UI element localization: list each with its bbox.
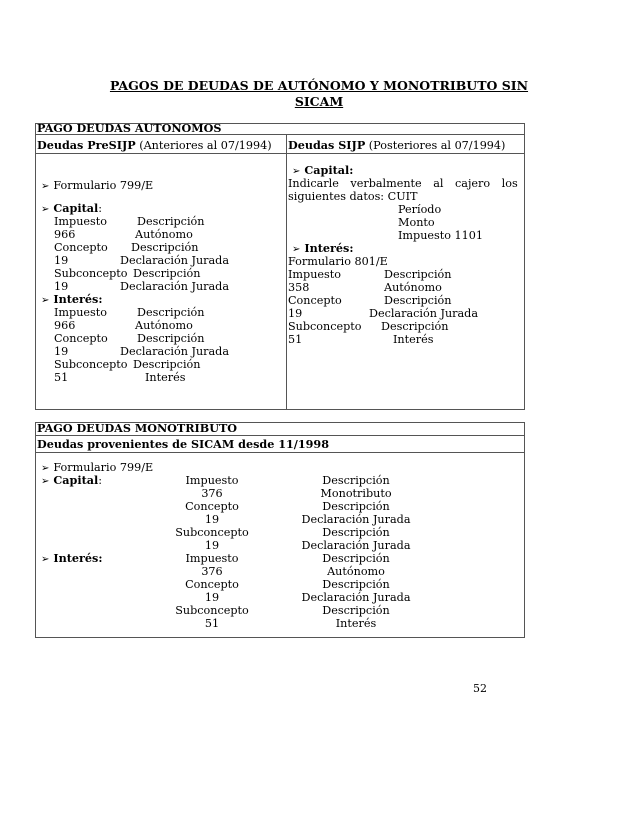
list-item-code: 19 [204,539,220,552]
list-item-desc: Autónomo [384,281,442,294]
list-item-desc: Descripción [137,215,205,228]
monotributo-header: PAGO DEUDAS MONOTRIBUTO [37,421,238,435]
list-item-code: 19 [54,254,69,267]
list-item-desc: Autónomo [327,565,385,578]
list-item-code: Concepto [185,578,239,591]
monotributo-table [35,422,525,638]
list-item-desc: Descripción [133,358,201,371]
list-item-code: 966 [54,228,76,241]
presijp-formulario-label: Formulario 799/E [53,179,154,192]
sijp-interes [292,242,353,256]
list-item-desc: Autónomo [135,319,193,332]
list-item-code: 358 [288,281,310,294]
list-item-code: Impuesto [288,268,341,281]
list-item-code: 19 [54,345,69,358]
presijp-interes-label: Interés: [53,292,103,306]
list-item-code: 966 [54,319,76,332]
table-divider [35,435,525,436]
list-item-desc: Descripción [133,267,201,280]
arrow-bullet-icon: ➢ [41,295,50,306]
monotributo-formulario-label: Formulario 799/E [53,461,154,474]
list-item-desc: Autónomo [135,228,193,241]
list-item-code: Impuesto [54,306,107,319]
monotributo-interes [41,552,102,566]
sijp-capital-text-line1 [288,177,522,190]
page-title-line2: SICAM [294,94,344,109]
list-item-code: 51 [288,333,303,346]
list-item-desc: Declaración Jurada [301,513,411,526]
sijp-formulario: Formulario 801/E [288,255,388,268]
list-item-code: 376 [201,487,223,500]
page-number: 52 [473,682,487,695]
list-item-desc: Descripción [384,268,452,281]
autonomos-header: PAGO DEUDAS AUTONOMOS [37,121,222,135]
sijp-capital-label: Capital: [304,163,354,177]
presijp-formulario [41,179,153,193]
arrow-bullet-icon: ➢ [41,204,50,215]
monotributo-capital-colon: : [98,474,103,487]
list-item-desc: Declaración Jurada [120,254,230,267]
page-title-line1: PAGOS DE DEUDAS DE AUTÓNOMO Y MONOTRIBUTO SIN [109,78,529,93]
list-item-desc: Descripción [322,604,390,617]
arrow-bullet-icon: ➢ [41,476,50,487]
list-item-code: Concepto [54,241,108,254]
presijp-capital-colon: : [98,202,103,215]
sijp-capital-instruction: Indicarle verbalmente al cajero los [288,177,518,190]
list-item-desc: Interés [145,371,186,384]
list-item-code: Subconcepto [288,320,362,333]
table-divider [35,153,525,154]
arrow-bullet-icon: ➢ [41,463,50,474]
table-divider [35,452,525,453]
list-item-code: 376 [201,565,223,578]
arrow-bullet-icon: ➢ [41,181,50,192]
arrow-bullet-icon: ➢ [41,554,50,565]
presijp-capital-label: Capital [53,201,99,215]
list-item-code: Subconcepto [54,358,128,371]
list-item-desc: Interés [393,333,434,346]
list-item-desc: Descripción [131,241,199,254]
list-item-code: 51 [54,371,69,384]
arrow-bullet-icon: ➢ [292,244,301,255]
arrow-bullet-icon: ➢ [292,166,301,177]
list-item-desc: Descripción [137,306,205,319]
list-item-code: 19 [54,280,69,293]
list-item-code: 19 [204,591,220,604]
monotributo-subheader: Deudas provenientes de SICAM desde 11/1998 [37,437,330,451]
presijp-heading [37,139,272,152]
monotributo-capital [41,474,102,488]
list-item-code: Concepto [288,294,342,307]
list-item-desc: Declaración Jurada [120,345,230,358]
list-item-desc: Interés [335,617,377,630]
list-item: Monto [398,216,435,229]
sijp-heading-rest: (Posteriores al 07/1994) [365,139,506,152]
sijp-heading-bold: Deudas SIJP [288,138,366,152]
sijp-capital-text-line2: siguientes datos: CUIT [288,190,418,203]
list-item-code: Impuesto [185,552,239,565]
list-item-code: Impuesto [185,474,239,487]
list-item-code: Impuesto [54,215,107,228]
list-item-code: 51 [204,617,220,630]
list-item-code: Concepto [185,500,239,513]
list-item-desc: Descripción [384,294,452,307]
column-divider [286,134,287,410]
sijp-heading [288,139,505,152]
list-item-code: Subconcepto [54,267,128,280]
monotributo-capital-label: Capital [53,473,99,487]
presijp-heading-rest: (Anteriores al 07/1994) [135,139,272,152]
list-item-desc: Declaración Jurada [301,539,411,552]
presijp-capital [41,202,102,216]
presijp-heading-bold: Deudas PreSIJP [37,138,136,152]
list-item-code: Concepto [54,332,108,345]
list-item-code: 19 [288,307,303,320]
list-item-desc: Declaración Jurada [369,307,479,320]
list-item: Período [398,203,442,216]
list-item-desc: Descripción [322,552,390,565]
list-item-code: Subconcepto [175,526,249,539]
sijp-capital [292,164,353,178]
sijp-interes-label: Interés: [304,241,354,255]
list-item: Impuesto 1101 [398,229,484,242]
list-item-desc: Descripción [322,500,390,513]
list-item-desc: Descripción [322,526,390,539]
presijp-interes [41,293,102,307]
list-item-code: Subconcepto [175,604,249,617]
list-item-desc: Descripción [322,474,390,487]
list-item-desc: Declaración Jurada [301,591,411,604]
list-item-desc: Monotributo [320,487,392,500]
list-item-desc: Descripción [322,578,390,591]
list-item-desc: Descripción [381,320,449,333]
list-item-desc: Declaración Jurada [120,280,230,293]
list-item-code: 19 [204,513,220,526]
list-item-desc: Descripción [137,332,205,345]
monotributo-interes-label: Interés: [53,551,103,565]
